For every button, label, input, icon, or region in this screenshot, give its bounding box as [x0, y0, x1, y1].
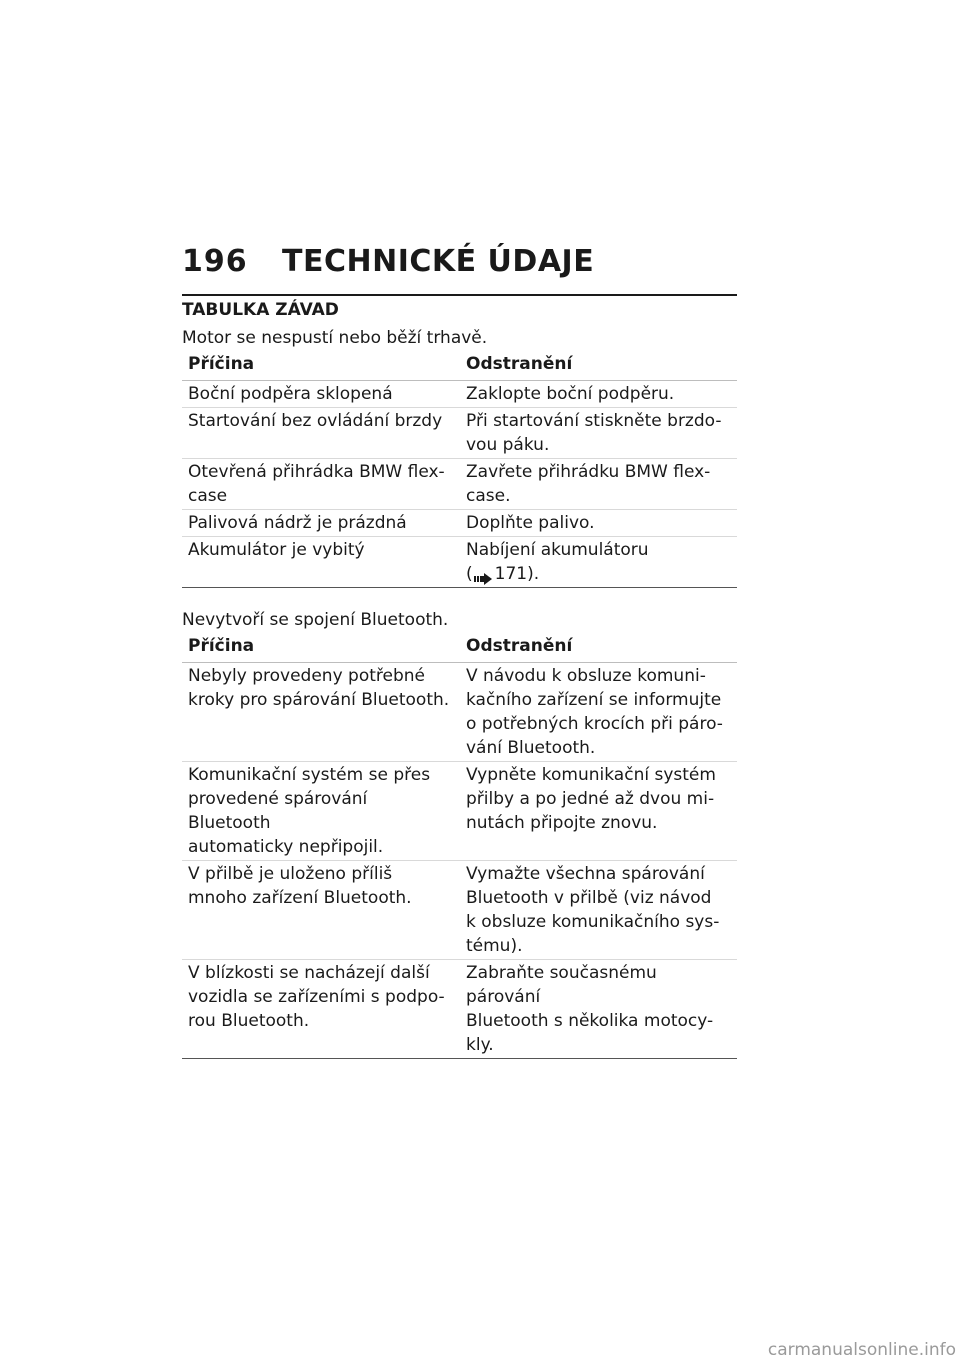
remedy-cell [460, 663, 737, 762]
page-content [182, 298, 737, 1059]
cause-text: Palivová nádrž je prázdná [188, 513, 407, 533]
cause-text: Komunikační systém se přes provedené spárování Bluetooth automaticky nepřipojil. [188, 765, 431, 857]
column-header-remedy: Odstranění [460, 350, 737, 381]
page-number: 196 [182, 244, 248, 279]
remedy-cell [460, 861, 737, 960]
cause-cell [182, 663, 460, 762]
reference-page[interactable]: 171). [494, 564, 540, 584]
header-divider [182, 294, 737, 296]
table-body [182, 381, 737, 588]
section-title: TABULKA ZÁVAD [182, 300, 339, 320]
remedy-cell [460, 960, 737, 1059]
column-header-cause: Příčina [182, 350, 460, 381]
cause-text: Startování bez ovládání brzdy [188, 411, 443, 431]
cause-text: Nebyly provedeny potřebné kroky pro spárování Bluetooth. [188, 666, 450, 710]
remedy-cell [460, 408, 737, 459]
remedy-cell [460, 459, 737, 510]
remedy-text: Zavřete přihrádku BMW flex- case. [466, 462, 711, 506]
remedy-text: Vymažte všechna spárování Bluetooth v přilbě (viz návod k obsluze komunikačního sys- tému). [466, 864, 720, 956]
cause-text: Boční podpěra sklopená [188, 384, 393, 404]
page-header [182, 244, 737, 279]
cause-text: Akumulátor je vybitý [188, 540, 365, 560]
remedy-text: Doplňte palivo. [466, 513, 595, 533]
table-row [182, 408, 737, 459]
table-row [182, 537, 737, 588]
cause-cell [182, 861, 460, 960]
watermark: carmanualsonline.info [767, 1340, 956, 1360]
table-row [182, 381, 737, 408]
cause-cell [182, 537, 460, 588]
cause-cell [182, 960, 460, 1059]
table-row [182, 663, 737, 762]
remedy-text: Zabraňte současnému párování Bluetooth s několika motocy- kly. [466, 963, 714, 1055]
table-header-row [182, 632, 737, 663]
cause-cell [182, 408, 460, 459]
table-row [182, 762, 737, 861]
cause-text: V přilbě je uloženo příliš mnoho zařízení Bluetooth. [188, 864, 412, 908]
cause-cell [182, 510, 460, 537]
reference-open: ( [466, 564, 473, 584]
table-row [182, 960, 737, 1059]
table-2-intro: Nevytvoří se spojení Bluetooth. [182, 610, 449, 630]
cause-cell [182, 381, 460, 408]
remedy-cell [460, 537, 737, 588]
remedy-text: Zaklopte boční podpěru. [466, 384, 675, 404]
fault-table-bluetooth [182, 632, 737, 1059]
table-1-intro: Motor se nespustí nebo běží trhavě. [182, 328, 488, 348]
remedy-cell [460, 510, 737, 537]
table-row [182, 459, 737, 510]
remedy-text: V návodu k obsluze komuni- kačního zařízení se informujte o potřebných krocích při páro- vání Bluetooth. [466, 666, 723, 758]
arrow-reference-icon[interactable] [474, 568, 492, 580]
table-body [182, 663, 737, 1059]
column-header-remedy: Odstranění [460, 632, 737, 663]
remedy-cell [460, 762, 737, 861]
remedy-cell [460, 381, 737, 408]
page-title: TECHNICKÉ ÚDAJE [282, 244, 595, 279]
table-row [182, 861, 737, 960]
fault-table-engine [182, 350, 737, 588]
cause-text: V blízkosti se nacházejí další vozidla se zařízeními s podpo- rou Bluetooth. [188, 963, 445, 1031]
table-row [182, 510, 737, 537]
remedy-text: Vypněte komunikační systém přilby a po jedné až dvou mi- nutách připojte znovu. [466, 765, 716, 833]
cause-cell [182, 459, 460, 510]
cause-cell [182, 762, 460, 861]
remedy-text: Při startování stiskněte brzdo- vou páku. [466, 411, 722, 455]
table-header-row [182, 350, 737, 381]
remedy-text: Nabíjení akumulátoru [466, 540, 649, 560]
cause-text: Otevřená přihrádka BMW flex- case [188, 462, 445, 506]
column-header-cause: Příčina [182, 632, 460, 663]
